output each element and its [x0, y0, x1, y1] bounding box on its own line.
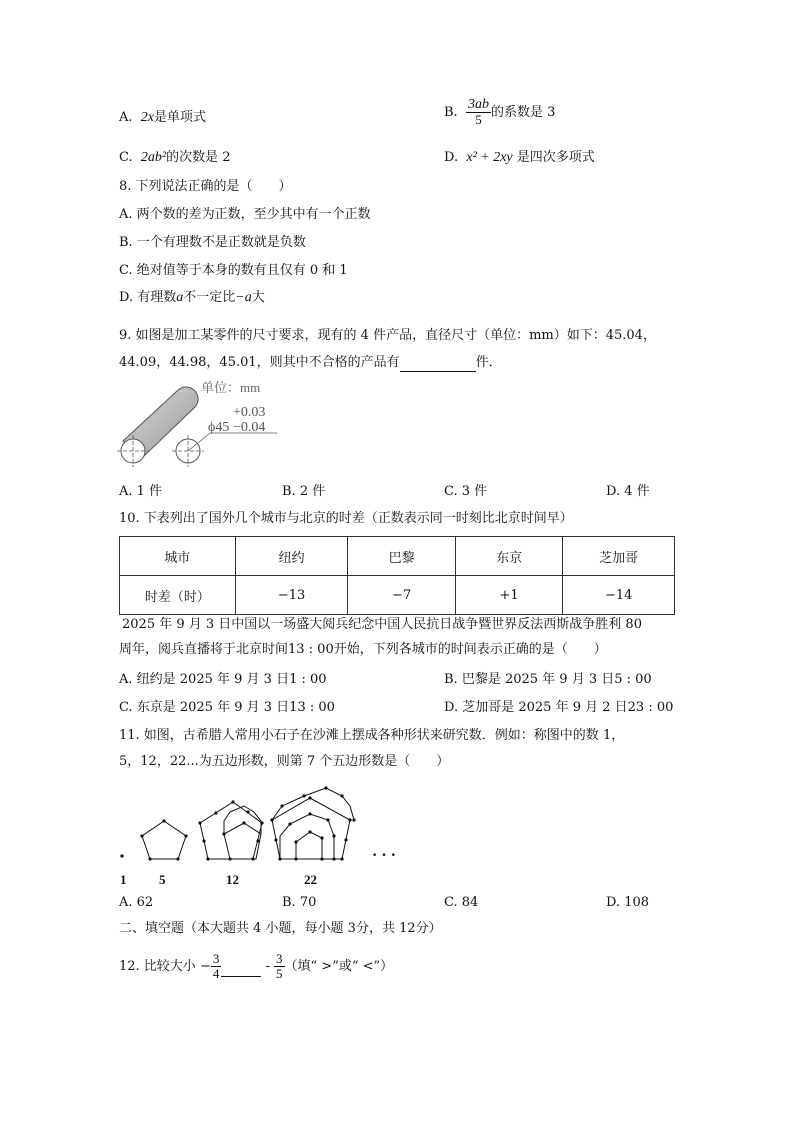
pebble: [274, 838, 277, 841]
option-text: 的系数是 3: [490, 105, 556, 120]
math-expression: 2x: [140, 110, 155, 125]
cylinder-part-figure: [115, 375, 290, 470]
table-row: [120, 576, 675, 615]
pebble: [202, 839, 205, 842]
pentagon-12-inner: [224, 823, 261, 859]
fraction: [466, 98, 491, 127]
q10-option-a: A. 纽约是 2025 年 9 月 3 日1 : 00: [119, 672, 327, 687]
math-expression: x² + 2xy: [466, 150, 513, 165]
pebble: [256, 839, 259, 842]
q9-stem-line2: [119, 354, 502, 372]
pebble: [176, 857, 179, 860]
q11-stem-line1: 11. 如图，古希腊人常用小石子在沙滩上摆成各种形状来研究数．例如：称图中的数 1，: [119, 728, 625, 743]
fraction-denominator: 4: [212, 966, 220, 981]
q7-option-d: [444, 149, 595, 167]
table-cell: −7: [348, 576, 455, 615]
pentagon-22-outer: [272, 798, 350, 859]
math-variable: a: [176, 290, 184, 305]
pebble: [270, 818, 273, 821]
pebble: [324, 786, 327, 789]
pebble: [332, 857, 335, 860]
pebble: [231, 800, 234, 803]
stem-text: 44.09，44.98，45.01，则其中不合格的产品有: [119, 355, 400, 370]
q11-option-c: C. 84: [444, 895, 479, 910]
fraction-numerator: 3: [212, 951, 220, 966]
pebble: [162, 819, 165, 822]
pebble: [228, 857, 231, 860]
option-text: 的次数是 2: [166, 150, 231, 165]
pentagon-12-outer: [224, 806, 261, 834]
label-5: 5: [159, 872, 166, 887]
pebble: [344, 838, 347, 841]
answer-blank[interactable]: [221, 956, 261, 977]
pentagon-22-core: [296, 832, 322, 859]
table-cell: 时差（时）: [120, 576, 236, 615]
pebble: [120, 854, 123, 857]
stem-text: -: [265, 959, 270, 974]
q7-option-c: [119, 149, 231, 167]
pebble: [184, 834, 187, 837]
q10-option-c: C. 东京是 2025 年 9 月 3 日13 : 00: [119, 700, 335, 715]
pebble: [294, 857, 297, 860]
upper-tolerance: +0.03: [233, 405, 266, 420]
pebble: [140, 834, 143, 837]
label-1: 1: [120, 872, 127, 887]
pebble: [352, 818, 355, 821]
pebble: [278, 857, 281, 860]
pentagon-5: [142, 821, 186, 859]
q8-option-a: A. 两个数的差为正数，至少其中有一个正数: [119, 207, 371, 222]
option-text: D. 有理数: [119, 290, 177, 305]
pentagonal-numbers-figure: [110, 776, 410, 891]
q11-option-d: D. 108: [606, 895, 650, 910]
pebble: [198, 821, 201, 824]
ellipsis: · · ·: [372, 847, 397, 864]
q9-option-a: A. 1 件: [119, 484, 163, 499]
fraction-denominator: 5: [475, 112, 482, 127]
q9-option-d: D. 4 件: [606, 484, 650, 499]
option-text: 是单项式: [154, 110, 207, 125]
pebble: [214, 811, 217, 814]
stem-text: （填“ >”或“ <”）: [284, 959, 394, 974]
time-difference-table: [119, 536, 675, 615]
pebble: [251, 857, 254, 860]
q10-paragraph-line2: 周年，阅兵直播将于北京时间13 : 00开始，下列各城市的时间表示正确的是（ ）: [119, 642, 607, 657]
q10-option-d: D. 芝加哥是 2025 年 9 月 2 日23 : 00: [444, 700, 674, 715]
option-label: A.: [119, 110, 133, 125]
pebble: [320, 857, 323, 860]
fraction: [274, 952, 285, 981]
table-cell: 东京: [455, 537, 562, 576]
q11-stem-line2: 5，12，22...为五边形数，则第 7 个五边形数是（ ）: [119, 754, 450, 769]
pebble: [294, 840, 297, 843]
pebble: [320, 836, 323, 839]
stem-text: 12. 比较大小 −: [119, 959, 211, 974]
table-cell: +1: [455, 576, 562, 615]
q11-option-b: B. 70: [282, 895, 317, 910]
pebble: [308, 812, 311, 815]
table-cell: −13: [235, 576, 348, 615]
math-expression: 2ab²: [140, 150, 167, 165]
q10-option-b: B. 巴黎是 2025 年 9 月 3 日5 : 00: [444, 672, 652, 687]
label-12: 12: [226, 872, 239, 887]
option-label: C.: [119, 150, 133, 165]
q9-option-c: C. 3 件: [444, 484, 488, 499]
q10-paragraph-line1: 2025 年 9 月 3 日中国以一场盛大阅兵纪念中国人民抗日战争暨世界反法西斯战争胜利 80: [122, 617, 642, 632]
pebble: [242, 821, 245, 824]
pebble: [348, 818, 351, 821]
pebble: [288, 822, 291, 825]
section-title: 二、填空题（本大题共 4 小题，每小题 3分，共 12分）: [119, 921, 442, 936]
table-cell: 巴黎: [348, 537, 455, 576]
table-cell: 芝加哥: [563, 537, 675, 576]
option-label: D.: [444, 150, 459, 165]
answer-blank[interactable]: [400, 357, 476, 372]
q8-option-c: C. 绝对值等于本身的数有且仅有 0 和 1: [119, 263, 348, 278]
pebble: [340, 857, 343, 860]
q7-option-b: [444, 98, 555, 127]
q9-option-b: B. 2 件: [282, 484, 326, 499]
pebble: [222, 832, 225, 835]
table-cell: 城市: [120, 537, 236, 576]
pebble: [148, 857, 151, 860]
pebble: [308, 796, 311, 799]
pebble: [308, 830, 311, 833]
pebble: [340, 794, 343, 797]
option-label: B.: [444, 105, 458, 120]
fraction: [211, 952, 222, 981]
stem-text: 件．: [475, 355, 502, 370]
option-text: 是四次多项式: [516, 150, 595, 165]
q9-stem-line1: 9. 如图是加工某零件的尺寸要求，现有的 4 件产品，直径尺寸（单位：mm）如下：45.04，: [119, 328, 656, 343]
math-variable: −a: [235, 290, 252, 305]
pebble: [302, 794, 305, 797]
pebble: [246, 810, 249, 813]
pebble: [260, 821, 263, 824]
fraction-denominator: 5: [276, 966, 283, 981]
pebble: [332, 834, 335, 837]
q10-stem: 10. 下表列出了国外几个城市与北京的时差（正数表示同一时刻比北京时间早）: [119, 511, 573, 526]
pebble: [206, 857, 209, 860]
option-text: 不一定比: [183, 290, 236, 305]
pebble: [326, 818, 329, 821]
q11-option-a: A. 62: [119, 895, 154, 910]
lower-tolerance: −0.04: [233, 420, 266, 435]
option-text: 大: [251, 290, 265, 305]
pentagon-22-inner: [280, 814, 334, 859]
q8-stem: 8. 下列说法正确的是（ ）: [119, 179, 292, 194]
table-row: [120, 537, 675, 576]
label-22: 22: [304, 872, 317, 887]
table-cell: 纽约: [235, 537, 348, 576]
q12-stem: [119, 950, 393, 984]
table-cell: −14: [563, 576, 675, 615]
nominal-diameter: ϕ45: [208, 420, 230, 435]
pebble: [280, 804, 283, 807]
fraction-numerator: 3ab: [467, 97, 489, 112]
unit-label: 单位：mm: [201, 380, 261, 395]
fraction-numerator: 3: [276, 951, 283, 966]
q7-option-a: [119, 109, 206, 127]
q8-option-b: B. 一个有理数不是正数就是负数: [119, 235, 306, 250]
q8-option-d: [119, 289, 265, 307]
